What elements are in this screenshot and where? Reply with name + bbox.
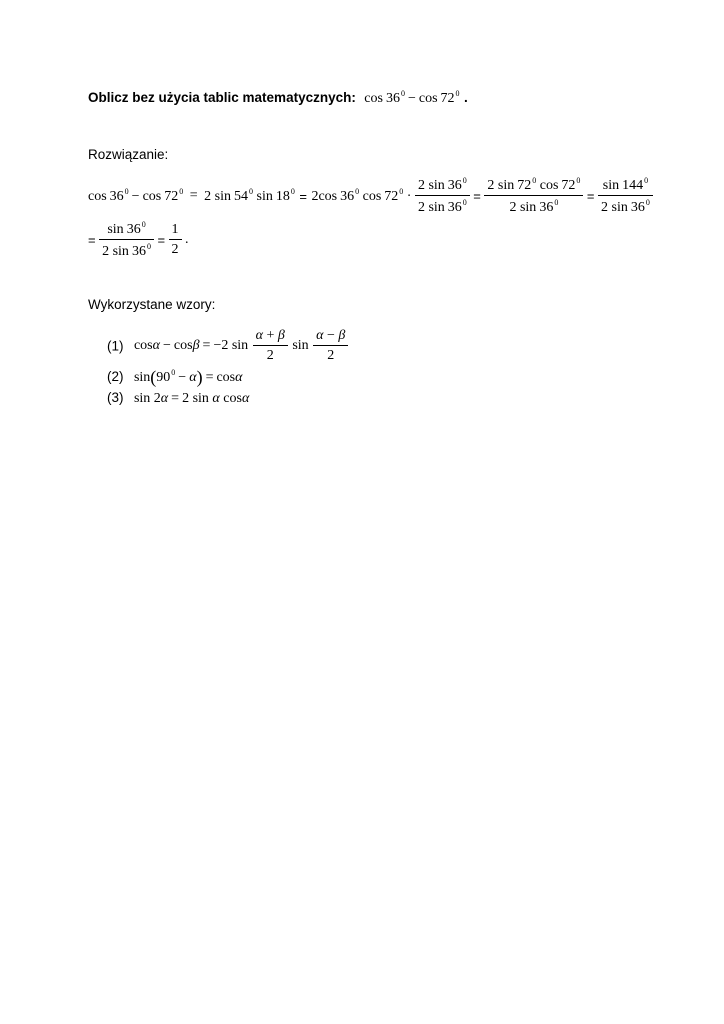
formula-1: (1) cosα − cosβ = −2 sin $\frac{\alpha + \beta}{2}$ sin $\frac{\alpha - \beta}{2}$ <box>107 328 348 364</box>
formula-1-fraction-b: $\frac{\alpha - \beta}{2}$ <box>313 328 348 364</box>
step3: 2cos $36^0$ $\cos 72^0$ · <box>311 187 412 204</box>
formulas-heading: Wykorzystane wzory: <box>88 297 216 312</box>
solution-line-2: = $\frac{\sin 36^0}{2 \sin 36^0}$ = $\frac{1}{2}$ . <box>88 220 189 259</box>
formula-3-label: (3) <box>107 390 124 405</box>
result-numerator: 1 <box>169 222 182 240</box>
task-end: . <box>464 90 468 105</box>
solution-heading: Rozwiązanie: <box>88 147 169 162</box>
task-line <box>88 89 468 107</box>
task-label: Oblicz bez użycia tablic matematycznych: <box>88 90 356 105</box>
step1-lhs: $\cos 36^0 - \cos 72^0$ <box>88 187 184 204</box>
step2: 2 $\sin 54^0$ $\sin 18^0$ <box>204 187 295 204</box>
fraction-1: $\frac{2 \sin 36^0}{2 \sin 36^0}$ <box>415 176 470 216</box>
formula-2: (2) $\sin(90^0 - \alpha) = \cos\alpha$ <box>107 367 243 387</box>
result-end: . <box>185 232 189 247</box>
fraction-3: $\frac{\sin 144^0}{2 \sin 36^0}$ <box>598 176 653 216</box>
formula-1-fraction-a: $\frac{\alpha + \beta}{2}$ <box>253 328 288 364</box>
formula-2-label: (2) <box>107 369 124 384</box>
solution-line-1: $\cos 36^0 - \cos 72^0 = 2$ $\sin 54^0$ $\sin 18^0 = 2\cos$ $36^0$ $\cos 72^0$ · $\frac{2 \sin 36^0}{2 \sin 36^0}$ = $\frac{2 \sin 72^0 \cos 72^0}{2 \sin 36^0}$ = $\frac{\sin 144^0}{2 \sin 36^0}$ <box>88 176 653 216</box>
formula-1-label: (1) <box>107 338 124 354</box>
formula-3: (3) sin 2α = 2 sin α cosα <box>107 390 250 406</box>
fraction-4: $\frac{\sin 36^0}{2 \sin 36^0}$ <box>99 220 154 260</box>
result-fraction <box>169 222 182 258</box>
task-expression: $\cos 36^0 - \cos 72^0$ <box>364 89 460 106</box>
fraction-2: $\frac{2 \sin 72^0 \cos 72^0}{2 \sin 36^0}$ <box>484 176 583 216</box>
result-denominator: 2 <box>171 242 179 257</box>
